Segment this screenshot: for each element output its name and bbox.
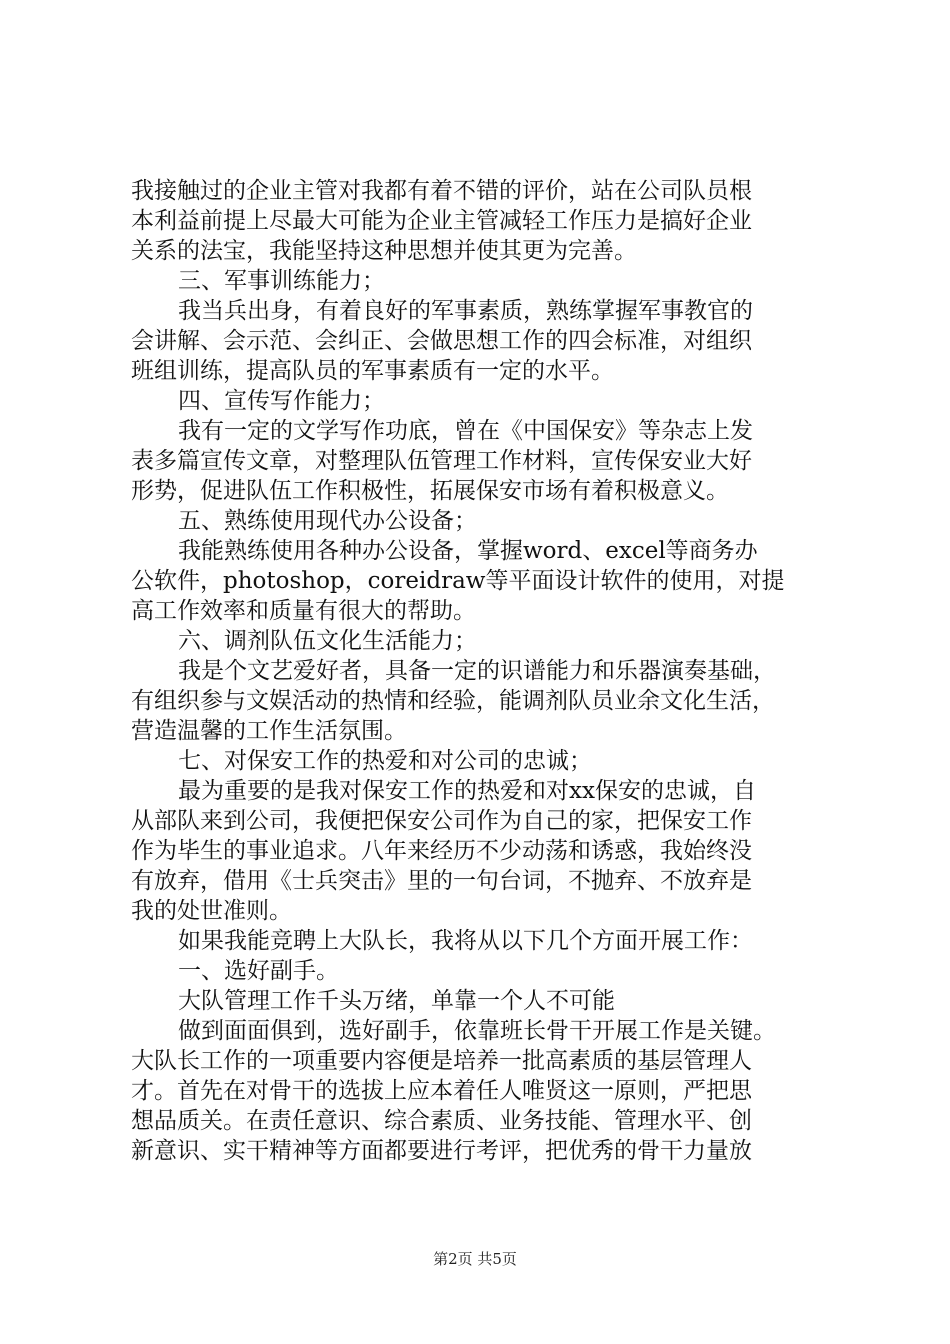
text-line: 最为重要的是我对保安工作的热爱和对xx保安的忠诚，自 [178, 778, 756, 804]
page-number: 第2页 共5页 [433, 1250, 517, 1268]
text-line: 大队管理工作千头万绪，单靠一个人不可能 [178, 988, 615, 1014]
text-line: 七、对保安工作的热爱和对公司的忠诚； [178, 748, 592, 774]
text-line: 五、熟练使用现代办公设备； [178, 508, 477, 534]
text-line: 本利益前提上尽最大可能为企业主管减轻工作压力是搞好企业 [131, 208, 752, 234]
text-line: 想品质关。在责任意识、综合素质、业务技能、管理水平、创 [131, 1108, 752, 1134]
text-line: 营造温馨的工作生活氛围。 [131, 718, 407, 744]
document-body [131, 176, 831, 1166]
text-line: 才。首先在对骨干的选拔上应本着任人唯贤这一原则，严把思 [131, 1078, 752, 1104]
text-line: 会讲解、会示范、会纠正、会做思想工作的四会标准，对组织 [131, 328, 752, 354]
text-line: 如果我能竞聘上大队长，我将从以下几个方面开展工作： [178, 928, 753, 954]
text-line: 公软件，photoshop，coreidraw等平面设计软件的使用，对提 [131, 568, 785, 594]
text-line: 从部队来到公司，我便把保安公司作为自己的家，把保安工作 [131, 808, 752, 834]
text-line: 班组训练，提高队员的军事素质有一定的水平。 [131, 358, 614, 384]
text-line: 高工作效率和质量有很大的帮助。 [131, 598, 476, 624]
text-line: 新意识、实干精神等方面都要进行考评，把优秀的骨干力量放 [131, 1138, 752, 1164]
text-line: 六、调剂队伍文化生活能力； [178, 628, 477, 654]
text-line: 一、选好副手。 [178, 958, 339, 984]
text-line: 我是个文艺爱好者，具备一定的识谱能力和乐器演奏基础， [178, 658, 776, 684]
text-line: 我有一定的文学写作功底，曾在《中国保安》等杂志上发 [178, 418, 753, 444]
text-line: 有放弃，借用《士兵突击》里的一句台词，不抛弃、不放弃是 [131, 868, 752, 894]
text-line: 做到面面俱到，选好副手，依靠班长骨干开展工作是关键。 [178, 1018, 776, 1044]
text-line: 关系的法宝，我能坚持这种思想并使其更为完善。 [131, 238, 637, 264]
text-line: 形势，促进队伍工作积极性，拓展保安市场有着积极意义。 [131, 478, 729, 504]
text-line: 我接触过的企业主管对我都有着不错的评价，站在公司队员根 [131, 178, 752, 204]
text-line: 大队长工作的一项重要内容便是培养一批高素质的基层管理人 [131, 1048, 752, 1074]
text-line: 我的处世准则。 [131, 898, 292, 924]
text-line: 作为毕生的事业追求。八年来经历不少动荡和诱惑，我始终没 [131, 838, 752, 864]
text-line: 我当兵出身，有着良好的军事素质，熟练掌握军事教官的 [178, 298, 753, 324]
text-line: 三、军事训练能力； [178, 268, 385, 294]
text-line: 我能熟练使用各种办公设备，掌握word、excel等商务办 [178, 538, 758, 564]
text-line: 有组织参与文娱活动的热情和经验，能调剂队员业余文化生活， [131, 688, 775, 714]
text-line: 四、宣传写作能力； [178, 388, 385, 414]
text-line: 表多篇宣传文章，对整理队伍管理工作材料，宣传保安业大好 [131, 448, 752, 474]
